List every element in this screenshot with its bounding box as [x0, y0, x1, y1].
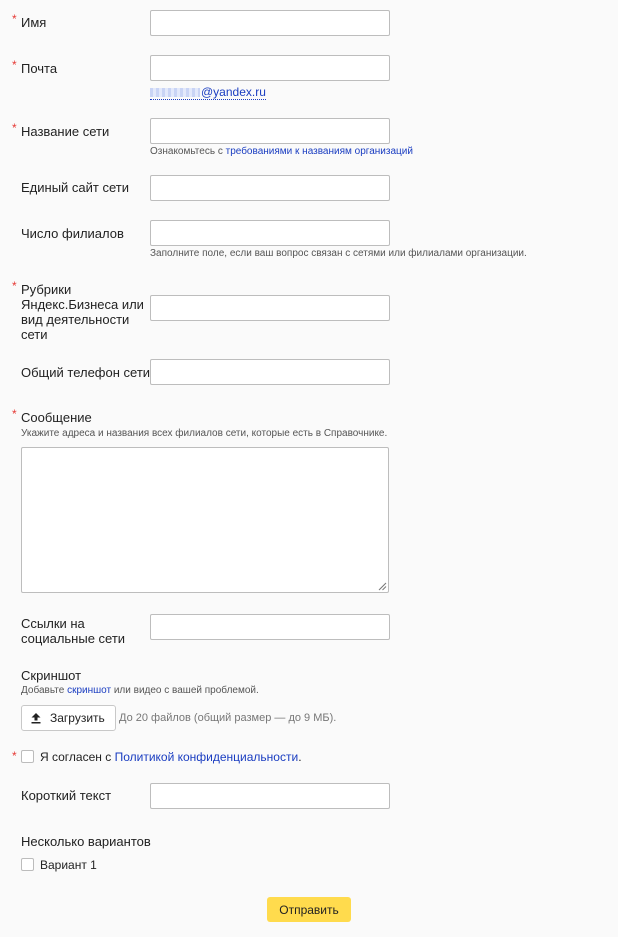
network-name-hint: [150, 146, 413, 158]
masked-username: [150, 88, 200, 97]
email-suggestion[interactable]: [150, 85, 266, 100]
site-input[interactable]: [150, 175, 390, 201]
rubrics-input[interactable]: [150, 295, 390, 321]
short-text-input[interactable]: [150, 783, 390, 809]
rubrics-label: [21, 282, 149, 342]
email-label: Почта: [21, 61, 58, 76]
upload-note: До 20 файлов (общий размер — до 9 МБ).: [119, 712, 337, 724]
email-input[interactable]: [150, 55, 390, 81]
phone-label: Общий телефон сети: [21, 365, 151, 380]
screenshot-label: Скриншот: [21, 668, 82, 683]
consent-checkbox[interactable]: [21, 750, 34, 763]
required-mark-name: *: [12, 12, 17, 26]
screenshot-hint-prefix: Добавьте: [21, 685, 68, 696]
rubrics-label-line: вид деятельности: [21, 312, 130, 327]
resize-grip-icon[interactable]: [378, 582, 387, 591]
name-label: Имя: [21, 15, 47, 30]
variant-label: Вариант 1: [40, 858, 97, 872]
upload-arrow-icon: [30, 712, 42, 724]
upload-button-label: Загрузить: [50, 711, 105, 725]
branches-label: Число филиалов: [21, 226, 124, 241]
required-mark-rubrics: *: [12, 279, 17, 293]
required-mark-message: *: [12, 407, 17, 421]
network-name-hint-text: Ознакомьтесь с: [150, 146, 226, 157]
screenshot-hint: [21, 685, 259, 697]
social-label-line: социальные сети: [21, 631, 126, 646]
branches-hint: Заполните поле, если ваш вопрос связан с сетями или филиалами организации.: [150, 248, 527, 259]
social-label-line: Ссылки на: [21, 616, 85, 631]
rubrics-label-line: Яндекс.Бизнеса или: [21, 297, 144, 312]
screenshot-link[interactable]: скриншот: [67, 685, 112, 696]
email-suggestion-suffix: @yandex.ru: [201, 85, 266, 99]
consent-text: [40, 750, 302, 764]
submit-button[interactable]: Отправить: [267, 897, 351, 922]
short-text-label: Короткий текст: [21, 788, 112, 803]
consent-prefix: Я согласен с: [40, 750, 115, 764]
naming-requirements-link[interactable]: требованиями к названиям организаций: [225, 146, 413, 157]
required-mark-email: *: [12, 58, 17, 72]
message-label: Сообщение: [21, 410, 92, 425]
network-name-input[interactable]: [150, 118, 390, 144]
social-label: [21, 616, 125, 646]
required-mark-network: *: [12, 121, 17, 135]
social-input[interactable]: [150, 614, 390, 640]
branches-input[interactable]: [150, 220, 390, 246]
consent-suffix: .: [298, 750, 302, 764]
screenshot-hint-suffix: или видео с вашей проблемой.: [111, 685, 259, 696]
rubrics-label-line: Рубрики: [21, 282, 72, 297]
upload-button[interactable]: [21, 705, 116, 731]
name-input[interactable]: [150, 10, 390, 36]
variant-checkbox[interactable]: [21, 858, 34, 871]
rubrics-label-line: сети: [21, 327, 48, 342]
message-hint: Укажите адреса и названия всех филиалов сети, которые есть в Справочнике.: [21, 428, 388, 439]
variants-label: Несколько вариантов: [21, 834, 151, 849]
phone-input[interactable]: [150, 359, 390, 385]
required-mark-consent: *: [12, 749, 17, 763]
message-textarea[interactable]: [21, 447, 389, 593]
privacy-policy-link[interactable]: Политикой конфиденциальности: [114, 750, 299, 764]
network-name-label: Название сети: [21, 124, 110, 139]
site-label: Единый сайт сети: [21, 180, 129, 195]
